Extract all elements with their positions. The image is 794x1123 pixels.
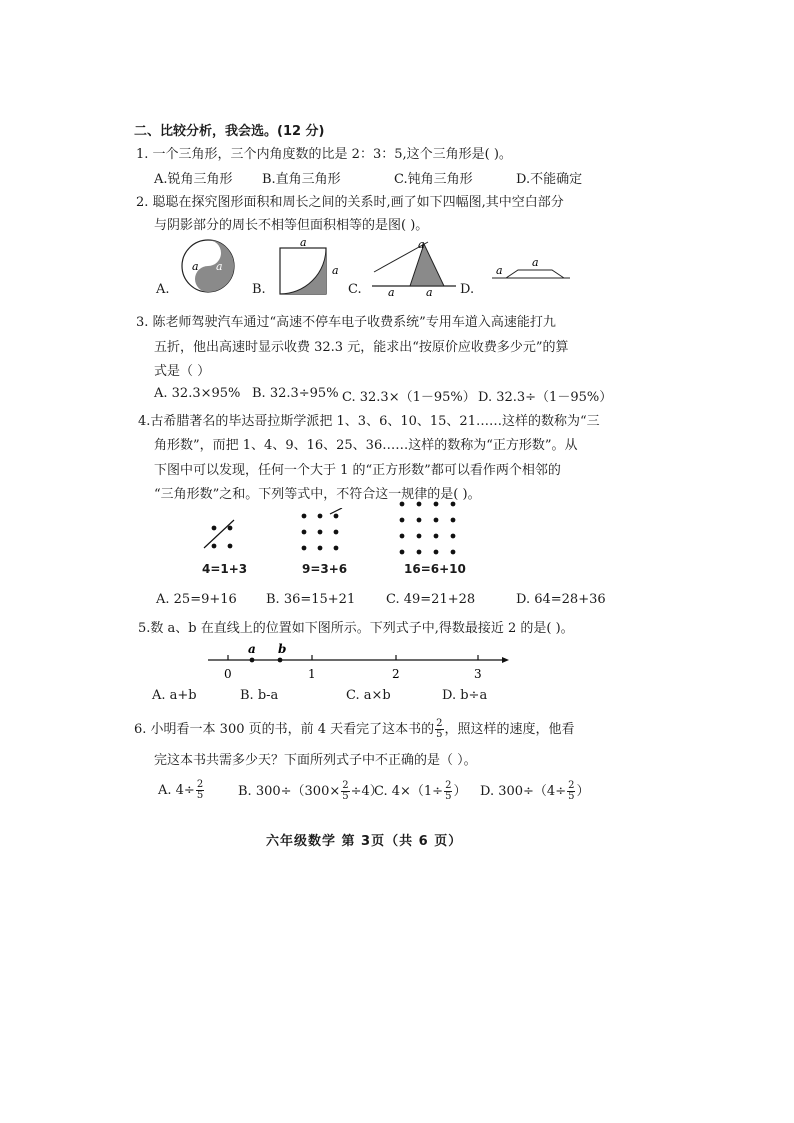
q4-caption-2: 9=3+6 [302, 562, 348, 576]
q2-option-c[interactable]: C. [348, 282, 362, 297]
q6-line1-post: ，照这样的速度，他看 [444, 722, 575, 737]
q1-stem: 1. 一个三角形，三个内角度数的比是 2：3：5,这个三角形是( )。 [136, 147, 512, 162]
q5-tick-0: 0 [224, 667, 232, 681]
q5-label-a: a [248, 642, 256, 656]
q2-figure-c [370, 238, 460, 296]
q3-line1: 3. 陈老师驾驶汽车通过“高速不停车电子收费系统”专用车道入高速能打九 [136, 315, 556, 330]
q4-caption-3: 16=6+10 [404, 562, 466, 576]
q6-option-c[interactable]: C. 4×（1÷ $\frac{2}{5}$ ） [374, 780, 467, 802]
q2-option-d[interactable]: D. [460, 282, 475, 297]
q2-figure-b [268, 238, 350, 296]
q2-option-a[interactable]: A. [156, 282, 170, 297]
q4-option-b[interactable]: B. 36=15+21 [266, 592, 356, 607]
q6-option-a[interactable]: A. 4÷ $\frac{2}{5}$ [158, 779, 204, 801]
q5-tick-2: 2 [392, 667, 400, 681]
q4-dots-3x3 [292, 508, 352, 562]
q3-line2: 五折，他出高速时显示收费 32.3 元，能求出“按原价应收费多少元”的算 [154, 340, 569, 355]
section-title: 二、比较分析，我会选。(12 分) [134, 124, 325, 139]
q3-option-a[interactable]: A. 32.3×95% [154, 386, 241, 401]
q2-stem-line2: 与阴影部分的周长不相等但面积相等的是图( )。 [154, 218, 429, 233]
q2-figure-d [488, 252, 574, 292]
q2-option-b[interactable]: B. [252, 282, 266, 297]
q5-stem: 5.数 a、b 在直线上的位置如下图所示。下列式子中,得数最接近 2 的是( )。 [138, 621, 574, 636]
q1-option-d[interactable]: D.不能确定 [516, 172, 583, 187]
q1-option-a[interactable]: A.锐角三角形 [154, 172, 233, 187]
q2-figure-a [170, 236, 246, 296]
q5-label-b: b [278, 642, 287, 656]
q4-line4: “三角形数”之和。下列等式中，不符合这一规律的是( )。 [154, 487, 481, 502]
q2-fig-a-label-2: a [216, 260, 223, 273]
q4-dots-4x4 [392, 496, 468, 562]
q5-option-d[interactable]: D. b÷a [442, 688, 488, 703]
q2-fig-d-label-top: a [532, 256, 539, 269]
q6-option-d[interactable]: D. 300÷（4÷ $\frac{2}{5}$ ） [480, 780, 590, 802]
q5-number-line [200, 638, 512, 684]
q3-option-b[interactable]: B. 32.3÷95% [252, 386, 339, 401]
page-footer: 六年级数学 第 3页（共 6 页） [266, 834, 463, 849]
q1-option-c[interactable]: C.钝角三角形 [394, 172, 473, 187]
q2-fig-d-label-left: a [496, 264, 503, 277]
q3-line3: 式是（ ） [154, 364, 211, 379]
q4-line3: 下图中可以发现，任何一个大于 1 的“正方形数”都可以看作两个相邻的 [154, 463, 561, 478]
q2-fig-b-label-right: a [332, 264, 339, 277]
q4-line1: 4.古希腊著名的毕达哥拉斯学派把 1、3、6、10、15、21……这样的数称为“三 [138, 414, 600, 429]
q3-option-d[interactable]: D. 32.3÷（1－95%） [478, 390, 613, 405]
q3-option-c[interactable]: C. 32.3×（1－95%） [342, 390, 476, 405]
q5-option-c[interactable]: C. a×b [346, 688, 391, 703]
q4-dots-2x2 [196, 516, 246, 562]
q6-fraction: $\frac{2}{5}$ [436, 718, 443, 740]
q5-option-a[interactable]: A. a+b [152, 688, 197, 703]
q2-fig-c-label-right: a [426, 286, 433, 296]
q2-fig-c-label-left: a [388, 286, 395, 296]
q2-fig-c-label-top: a [418, 238, 425, 251]
q2-fig-a-label-1: a [192, 260, 199, 273]
q2-stem-line1: 2. 聪聪在探究图形面积和周长之间的关系时,画了如下四幅图,其中空白部分 [136, 195, 564, 210]
q6-line1-pre: 6. 小明看一本 300 页的书，前 4 天看完了这本书的 [134, 722, 435, 737]
q4-option-c[interactable]: C. 49=21+28 [386, 592, 476, 607]
q5-tick-1: 1 [308, 667, 316, 681]
q4-option-a[interactable]: A. 25=9+16 [156, 592, 237, 607]
q4-line2: 角形数”，而把 1、4、9、16、25、36……这样的数称为“正方形数”。从 [154, 438, 578, 453]
q5-option-b[interactable]: B. b-a [240, 688, 279, 703]
q6-line2: 完这本书共需多少天？下面所列式子中不正确的是（ ）。 [154, 753, 477, 768]
q1-option-b[interactable]: B.直角三角形 [262, 172, 341, 187]
q5-tick-3: 3 [474, 667, 482, 681]
q6-option-b[interactable]: B. 300÷（300× $\frac{2}{5}$ ÷4） [238, 780, 383, 802]
q4-option-d[interactable]: D. 64=28+36 [516, 592, 606, 607]
q2-fig-b-label-top: a [300, 238, 307, 249]
q6-line1 [134, 718, 575, 740]
q4-caption-1: 4=1+3 [202, 562, 248, 576]
